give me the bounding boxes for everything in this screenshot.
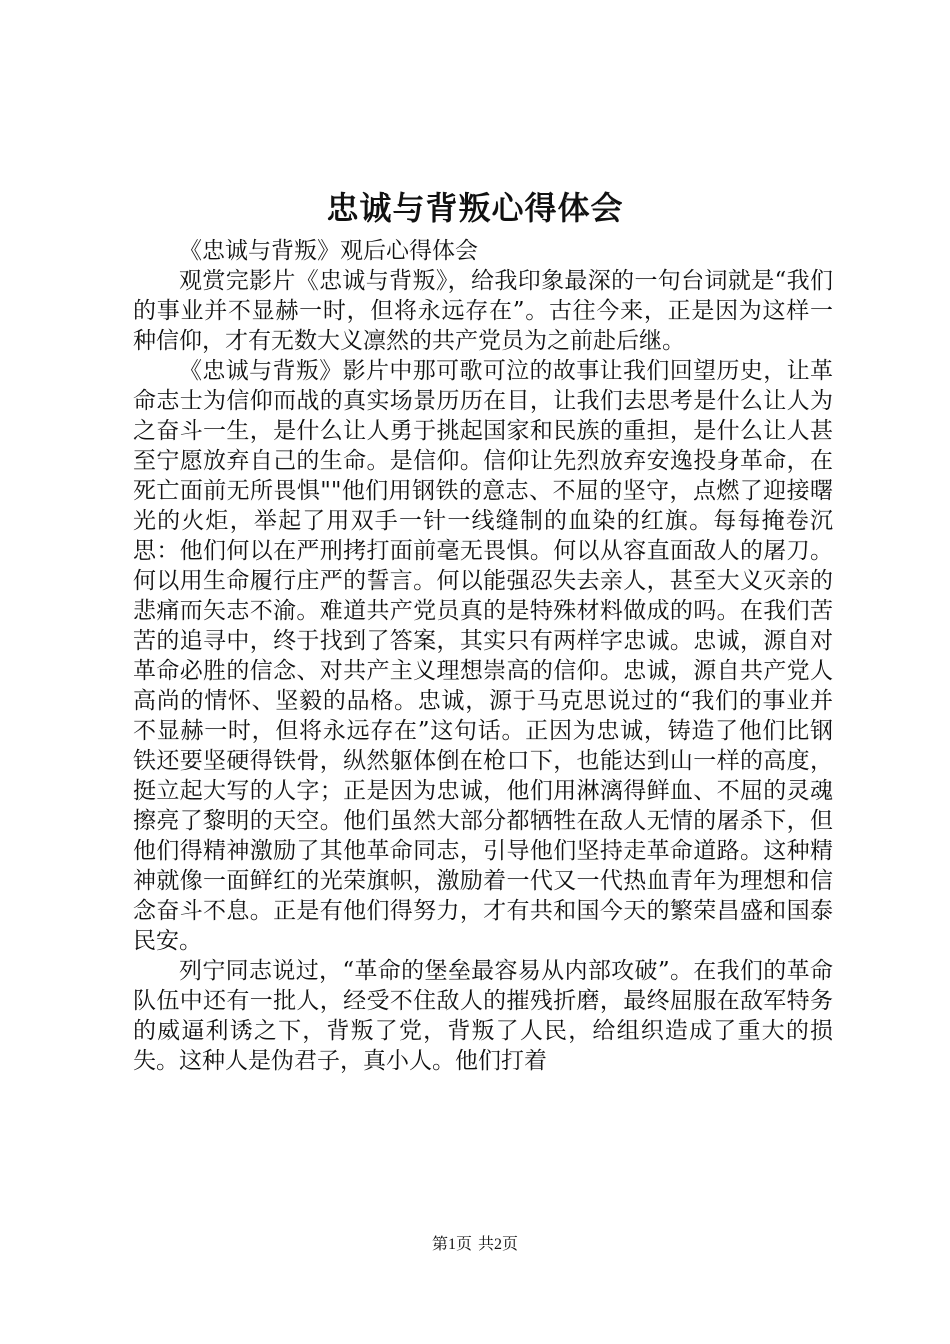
page-footer <box>0 1234 950 1256</box>
subtitle-paragraph: 《忠诚与背叛》观后心得体会 <box>179 238 478 264</box>
page-number: 第1页 <box>431 1236 472 1253</box>
document-body <box>133 236 833 1076</box>
page-title: 忠诚与背叛心得体会 <box>326 189 624 227</box>
page-total: 共2页 <box>478 1236 519 1253</box>
paragraph: 列宁同志说过，“革命的堡垒最容易从内部攻破”。在我们的革命队伍中还有一批人，经受不住敌人的摧残折磨，最终屈服在敌军特务的威逼利诱之下，背叛了党，背叛了人民，给组织造成了重大的损失。这种人是伪君子，真小人。他们打着 <box>133 958 833 1074</box>
paragraph: 观赏完影片《忠诚与背叛》，给我印象最深的一句台词就是“我们的事业并不显赫一时，但将永远存在”。古往今来，正是因为这样一种信仰，才有无数大义凛然的共产党员为之前赴后继。 <box>133 268 833 354</box>
paragraph: 《忠诚与背叛》影片中那可歌可泣的故事让我们回望历史，让革命志士为信仰而战的真实场景历历在目，让我们去思考是什么让人为之奋斗一生，是什么让人勇于挑起国家和民族的重担，是什么让人甚至宁愿放弃自己的生命。是信仰。信仰让先烈放弃安逸投身革命，在死亡面前无所畏惧""他们用钢铁的意志、不屈的坚守，点燃了迎接曙光的火炬，举起了用双手一针一线缝制的血染的红旗。每每掩卷沉思：他们何以在严刑拷打面前毫无畏惧。何以从容直面敌人的屠刀。何以用生命履行庄严的誓言。何以能强忍失去亲人，甚至大义灭亲的悲痛而矢志不渝。难道共产党员真的是特殊材料做成的吗。在我们苦苦的追寻中，终于找到了答案，其实只有两样字忠诚。忠诚，源自对革命必胜的信念、对共产主义理想崇高的信仰。忠诚，源自共产党人高尚的情怀、坚毅的品格。忠诚，源于马克思说过的“我们的事业并不显赫一时，但将永远存在”这句话。正因为忠诚，铸造了他们比钢铁还要坚硬得铁骨，纵然躯体倒在枪口下，也能达到山一样的高度，挺立起大写的人字；正是因为忠诚，他们用淋漓得鲜血、不屈的灵魂擦亮了黎明的天空。他们虽然大部分都牺牲在敌人无情的屠杀下，但他们得精神激励了其他革命同志，引导他们坚持走革命道路。这种精神就像一面鲜红的光荣旗帜，激励着一代又一代热血青年为理想和信念奋斗不息。正是有他们得努力，才有共和国今天的繁荣昌盛和国泰民安。 <box>133 358 833 954</box>
